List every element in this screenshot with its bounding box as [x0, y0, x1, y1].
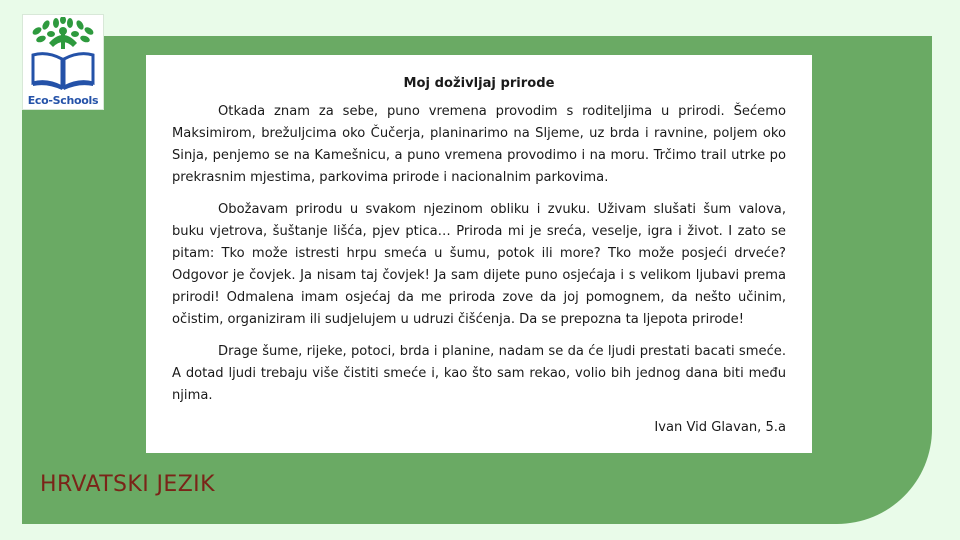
essay-signature: Ivan Vid Glavan, 5.a: [654, 420, 786, 435]
essay-paragraph-1: Otkada znam za sebe, puno vremena provodim s roditeljima u prirodi. Šećemo Maksimirom, brežuljcima oko Čučerja, planinarimo na Sljeme, uz brda i ravnine, poljem oko Sinja, penjemo se na Kamešnicu, a puno vremena provodimo i na moru. Trčimo trail utrke po prekrasnim mjestima, parkovima prirode i nacionalnim parkovima.: [172, 104, 786, 185]
subject-label: HRVATSKI JEZIK: [40, 472, 215, 497]
logo-text: Eco-Schools: [27, 94, 99, 107]
essay-paragraph-3: Drage šume, rijeke, potoci, brda i planine, nadam se da će ljudi prestati bacati smeće. A dotad ljudi trebaju više čistiti smeće i, kao što sam rekao, volio bih jednog dana biti među njima.: [172, 344, 786, 403]
essay-document: [146, 55, 812, 453]
essay-paragraph-2: Obožavam prirodu u svakom njezinom obliku i zvuku. Uživam slušati šum valova, buku vjetrova, šuštanje lišća, pjev ptica… Priroda mi je sreća, veselje, igra i život. I zato se pitam: Tko može istresti hrpu smeća u šumu, potok ili more? Tko može posjeći drveće? Odgovor je čovjek. Ja nisam taj čovjek! Ja sam dijete puno osjećaja i s velikom ljubavi prema prirodi! Odmalena imam osjećaj da me priroda zove da joj pomognem, da nešto učinim, očistim, organiziram ili sudjelujem u udruzi čišćenja. Da se prepozna ta ljepota prirode!: [172, 202, 786, 327]
essay-title: Moj doživljaj prirode: [403, 76, 555, 91]
eco-schools-emblem-icon: [27, 17, 99, 91]
eco-schools-logo: [22, 14, 104, 110]
